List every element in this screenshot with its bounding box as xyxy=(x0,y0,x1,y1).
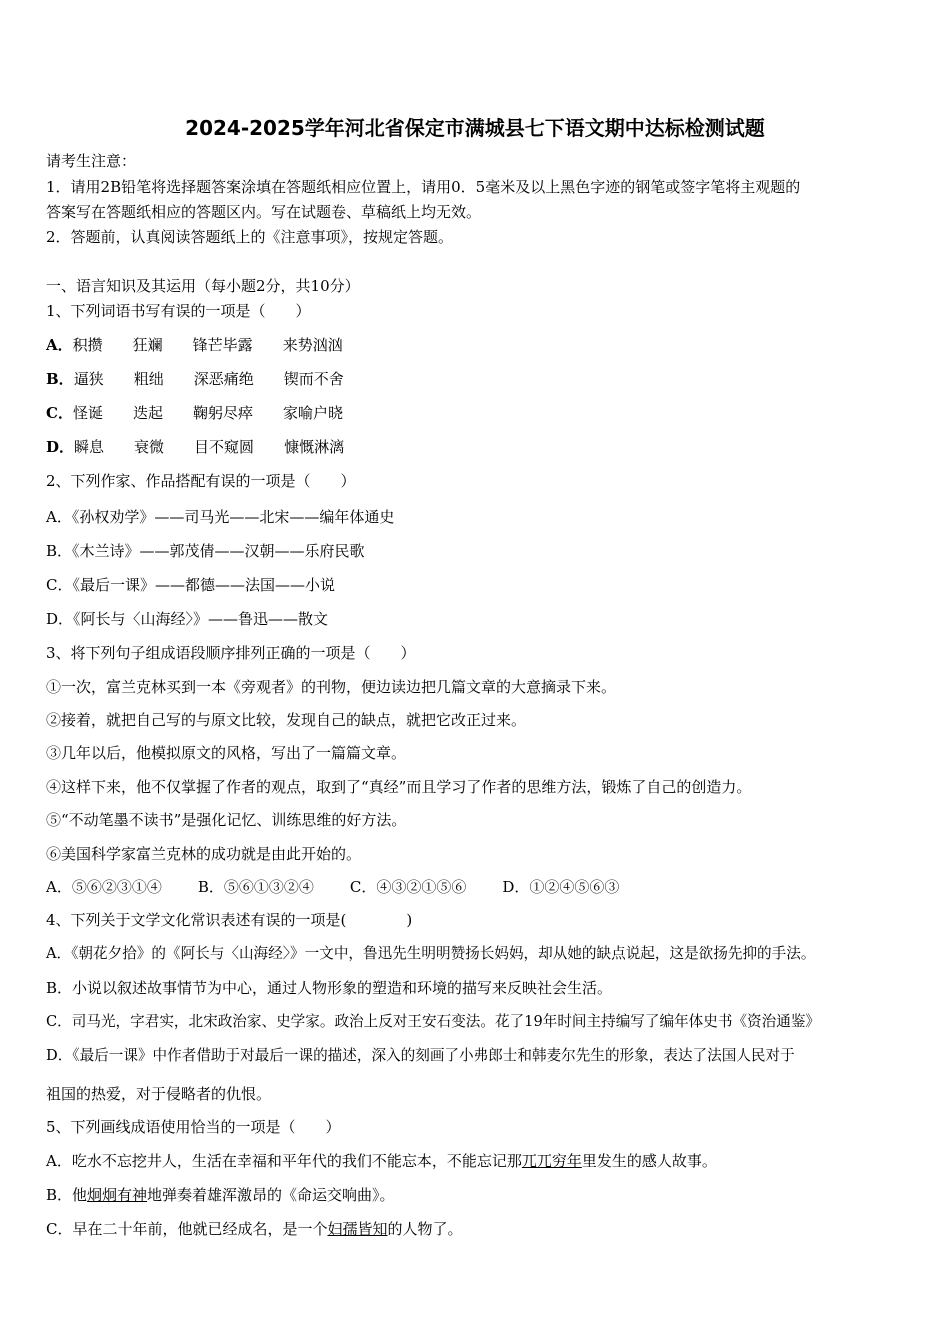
q5-option-b-text-end: 地弹奏着雄浑激昂的《命运交响曲》。 xyxy=(147,1186,395,1204)
q2-stem: 2、下列作家、作品搭配有误的一项是（ ） xyxy=(46,472,356,490)
q3-sentence-3: ③几年以后，他模拟原文的风格，写出了一篇篇文章。 xyxy=(46,744,407,762)
q2-option-a: A．《孙权劝学》——司马光——北宋——编年体通史 xyxy=(46,508,395,526)
q1-option-d-label: D． xyxy=(46,438,75,456)
q5-option-b-text: B．他 xyxy=(46,1186,88,1204)
q3-options xyxy=(46,877,655,897)
q3-option-a: A．⑤⑥②③①④ xyxy=(46,878,162,896)
q1-word: 深恶痛绝 xyxy=(193,370,254,388)
q1-option-b xyxy=(46,369,374,389)
q5-option-b-underlined: 炯炯有神 xyxy=(87,1186,148,1204)
q4-option-d-line-1: D．《最后一课》中作者借助于对最后一课的描述，深入的刻画了小弗郎士和韩麦尔先生的形象，表达了法国人民对于 xyxy=(46,1047,795,1064)
q2-option-d: D．《阿长与〈山海经〉》——鲁迅——散文 xyxy=(46,610,329,628)
q5-option-a-text: A．吃水不忘挖井人，生活在幸福和平年代的我们不能忘本，不能忘记那 xyxy=(46,1152,522,1170)
q1-word: 目不窥圆 xyxy=(194,438,255,456)
q1-option-a xyxy=(46,335,373,355)
q1-stem: 1、下列词语书写有误的一项是（ ） xyxy=(46,302,311,320)
q3-option-b: B．⑤⑥①③②④ xyxy=(197,878,314,896)
q1-option-c-label: C． xyxy=(46,404,73,422)
q1-word: 逼狭 xyxy=(73,370,104,388)
q4-option-d-line-2: 祖国的热爱，对于侵略者的仇恨。 xyxy=(46,1085,272,1103)
q3-sentence-6: ⑥美国科学家富兰克林的成功就是由此开始的。 xyxy=(46,845,362,863)
section-heading: 一、语言知识及其运用（每小题2分，共10分） xyxy=(46,277,360,295)
q4-option-c: C．司马光，字君实，北宋政治家、史学家。政治上反对王安石变法。花了19年时间主持编写了编年体史书《资治通鉴》 xyxy=(46,1013,821,1030)
q1-word: 家喻户晓 xyxy=(283,404,344,422)
notice-item-2: 2．答题前，认真阅读答题纸上的《注意事项》，按规定答题。 xyxy=(46,228,454,246)
q1-word: 积攒 xyxy=(72,336,103,354)
q1-option-a-label: A． xyxy=(46,336,73,354)
q3-sentence-4: ④这样下来，他不仅掌握了作者的观点，取到了“真经”而且学习了作者的思维方法，锻炼了自己的创造力。 xyxy=(46,778,752,796)
q5-option-a xyxy=(46,1151,717,1171)
q5-option-c-text: C．早在二十年前，他就已经成名，是一个 xyxy=(46,1220,328,1238)
q5-option-a-text-end: 里发生的感人故事。 xyxy=(581,1152,717,1170)
q1-word: 慷慨淋漓 xyxy=(284,438,345,456)
q3-option-c: C．④③②①⑤⑥ xyxy=(349,878,467,896)
q1-word: 狂斓 xyxy=(132,336,163,354)
q1-word: 来势汹汹 xyxy=(282,336,343,354)
q2-option-b: B．《木兰诗》——郭茂倩——汉朝——乐府民歌 xyxy=(46,542,365,560)
page-title: 2024-2025学年河北省保定市满城县七下语文期中达标检测试题 xyxy=(185,116,765,140)
q5-stem: 5、下列画线成语使用恰当的一项是（ ） xyxy=(46,1118,341,1136)
notice-heading: 请考生注意： xyxy=(46,152,137,170)
q4-option-b: B．小说以叙述故事情节为中心，通过人物形象的塑造和环境的描写来反映社会生活。 xyxy=(46,979,613,997)
q3-sentence-5: ⑤“不动笔墨不读书”是强化记忆、训练思维的好方法。 xyxy=(46,811,407,829)
q1-word: 迭起 xyxy=(132,404,163,422)
notice-item-1-line-1: 1．请用2B铅笔将选择题答案涂填在答题纸相应位置上，请用0．5毫米及以上黑色字迹的钢笔或签字笔将主观题的 xyxy=(46,178,801,196)
q1-word: 锋芒毕露 xyxy=(192,336,253,354)
q1-option-c xyxy=(46,403,373,423)
q4-stem: 4、下列关于文学文化常识表述有误的一项是( ) xyxy=(46,911,413,929)
q2-option-c: C．《最后一课》——都德——法国——小说 xyxy=(46,576,335,594)
q3-option-d: D．①②④⑤⑥③ xyxy=(502,878,620,896)
q1-word: 锲而不舍 xyxy=(283,370,344,388)
q1-word: 鞠躬尽瘁 xyxy=(192,404,253,422)
q5-option-b xyxy=(46,1185,395,1205)
q5-option-c-text-end: 的人物了。 xyxy=(387,1220,463,1238)
q3-sentence-2: ②接着，就把自己写的与原文比较，发现自己的缺点，就把它改正过来。 xyxy=(46,711,527,729)
q1-option-d xyxy=(46,437,374,457)
q1-option-b-label: B． xyxy=(46,370,74,388)
q3-sentence-1: ①一次，富兰克林买到一本《旁观者》的刊物，便边读边把几篇文章的大意摘录下来。 xyxy=(46,678,617,696)
q5-option-c-underlined: 妇孺皆知 xyxy=(327,1220,388,1238)
q1-word: 瞬息 xyxy=(74,438,105,456)
q1-word: 怪诞 xyxy=(72,404,103,422)
q1-word: 衰微 xyxy=(134,438,165,456)
q5-option-c xyxy=(46,1219,463,1239)
q3-stem: 3、将下列句子组成语段顺序排列正确的一项是（ ） xyxy=(46,644,416,662)
q5-option-a-underlined: 兀兀穷年 xyxy=(521,1152,582,1170)
notice-item-1-line-2: 答案写在答题纸相应的答题区内。写在试题卷、草稿纸上均无效。 xyxy=(46,203,482,221)
q1-word: 粗绌 xyxy=(133,370,164,388)
q4-option-a: A．《朝花夕拾》的《阿长与〈山海经〉》一文中，鲁迅先生明明赞扬长妈妈，却从她的缺点说起，这是欲扬先抑的手法。 xyxy=(46,945,816,962)
